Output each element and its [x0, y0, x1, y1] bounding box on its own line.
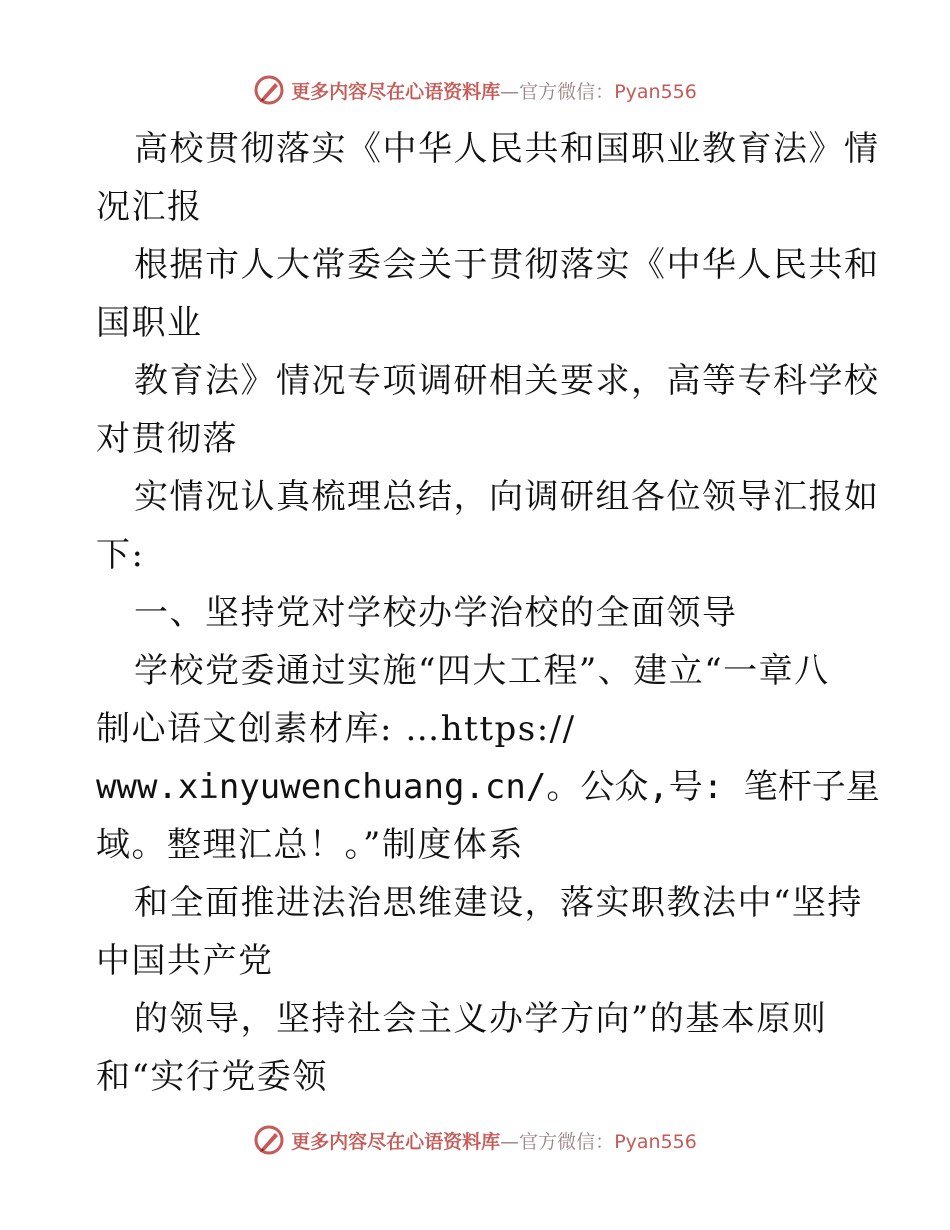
doc-title-line-1: 高校贯彻落实《中华人民共和国职业教育法》情 [134, 129, 880, 169]
footer-separator: — [500, 1130, 520, 1153]
paragraph-line: 国职业 [96, 303, 203, 343]
header-wechat-id: Pyan556 [614, 80, 697, 103]
pen-logo-icon [253, 74, 285, 106]
header-banner [0, 70, 950, 110]
paragraph-line: 域。整理汇总！。”制度体系 [96, 825, 524, 865]
doc-title-line-2: 况汇报 [96, 187, 203, 227]
paragraph-line: 实情况认真梳理总结，向调研组各位领导汇报如 [134, 477, 880, 517]
paragraph-line: 的领导，坚持社会主义办学方向”的基本原则 [134, 999, 828, 1039]
paragraph-line: 教育法》情况专项调研相关要求，高等专科学校 [134, 361, 880, 401]
paragraph-line: 和全面推进法治思维建设，落实职教法中“坚持 [134, 883, 863, 923]
header-brand: 更多内容尽在心语资料库 [291, 80, 501, 103]
pen-logo-icon [253, 1124, 285, 1156]
paragraph-line-url: www.xinyuwenchuang.cn/。公众,号: 笔杆子星 [96, 767, 880, 807]
header-separator: — [500, 80, 520, 103]
paragraph-line: 对贯彻落 [96, 419, 238, 459]
paragraph-line: 制心语文创素材库: …https:// [96, 709, 576, 749]
paragraph-line: 学校党委通过实施“四大工程”、建立“一章八 [134, 651, 830, 691]
paragraph-line: 下: [96, 535, 145, 575]
footer-banner-text [291, 1127, 697, 1154]
footer-wechat-id: Pyan556 [614, 1130, 697, 1153]
footer-banner [0, 1120, 950, 1160]
section-heading: 一、坚持党对学校办学治校的全面领导 [134, 593, 738, 633]
header-official-label: 官方微信： [519, 80, 615, 103]
header-banner-text [291, 77, 697, 104]
document-body [96, 120, 880, 1106]
paragraph-line: 和“实行党委领 [96, 1057, 328, 1097]
footer-official-label: 官方微信： [519, 1130, 615, 1153]
footer-brand: 更多内容尽在心语资料库 [291, 1130, 501, 1153]
paragraph-line: 根据市人大常委会关于贯彻落实《中华人民共和 [134, 245, 880, 285]
paragraph-line: 中国共产党 [96, 941, 274, 981]
